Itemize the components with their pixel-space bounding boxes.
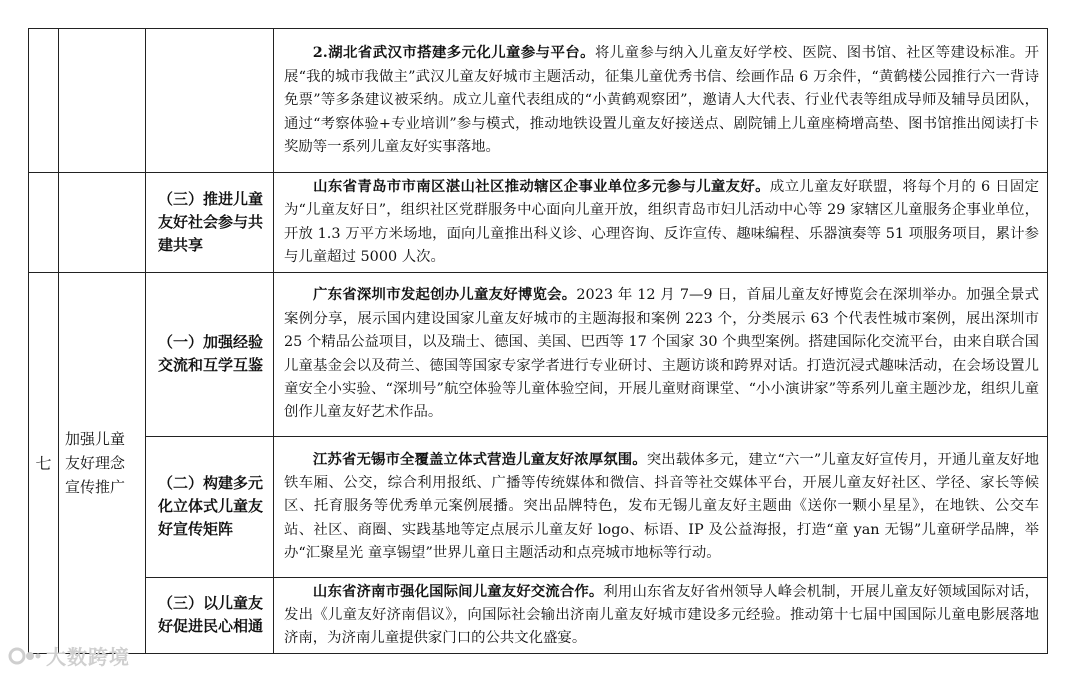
category-cell [59, 29, 146, 173]
category-cell [59, 173, 146, 273]
watermark-text: 大数跨境 [46, 645, 130, 669]
case-body: 将儿童参与纳入儿童友好学校、医院、图书馆、社区等建设标准。开展“我的城市我做主”武汉儿童友好城市主题活动，征集儿童优秀书信、绘画作品 6 万余件，“黄鹤楼公园推行六一背诗免票”等多条建议被采纳。成立儿童代表组成的“小黄鹤观察团”，邀请人大代表、行业代表等组成导师及辅导员团队，通过“考察体验+专业培训”参与模式，推动地铁设置儿童友好接送点、剧院铺上儿童座椅增高垫、图书馆推出阅读打卡奖励等一系列儿童友好实事落地。 [284, 45, 1039, 156]
subcategory-cell: （一）加强经验交流和互学互鉴 [146, 272, 274, 436]
case-lead: 广东省深圳市发起创办儿童友好博览会。 [312, 286, 577, 304]
case-text-cell [274, 29, 1048, 173]
subcategory-cell: （三）推进儿童友好社会参与共建共享 [146, 173, 274, 273]
case-lead: 2.湖北省武汉市搭建多元化儿童参与平台。 [312, 44, 595, 62]
case-body: 突出载体多元，建立“六一”儿童友好宣传月，开通儿童友好地铁车厢、公交，综合利用报纸、广播等传统媒体和微信、抖音等社交媒体平台，开展儿童友好社区、学径、家长等候区、托育服务等优秀单元案例展播。突出品牌特色，发布无锡儿童友好主题曲《送你一颗小星星》，在地铁、公交车站、社区、商圈、实践基地等定点展示儿童友好 logo、标语、IP 及公益海报，打造“童 yan 无锡”儿童研学品牌，举办“汇聚星光 童享锡望”世界儿童日主题活动和点亮城市地标等行动。 [284, 451, 1039, 562]
case-lead: 江苏省无锡市全覆盖立体式营造儿童友好浓厚氛围。 [312, 450, 647, 468]
table-row [29, 173, 1048, 273]
table-row [29, 29, 1048, 173]
case-text-cell [274, 272, 1048, 436]
subcategory-cell: （二）构建多元化立体式儿童友好宣传矩阵 [146, 436, 274, 577]
case-text-cell [274, 577, 1048, 653]
row-number-cell: 七 [29, 272, 59, 653]
case-body: 2023 年 12 月 7—9 日，首届儿童友好博览会在深圳举办。加强全景式案例分享，展示国内建设国家儿童友好城市的主题海报和案例 223 个，分类展示 63 个代表性城市案例，展出深圳市 25 个精品公益项目，以及瑞士、德国、美国、巴西等 17 个国家 30 个典型案例。搭建国际化交流平台，由来自联合国儿童基金会以及荷兰、德国等国家专家学者进行专业研讨、主题访谈和跨界对话。打造沉浸式趣味活动，在会场设置儿童安全小实验、“深圳号”航空体验等儿童体验空间，开展儿童财商课堂、“小小演讲家”等系列儿童主题沙龙，组织儿童创作儿童友好艺术作品。 [284, 287, 1039, 421]
case-lead: 山东省济南市强化国际间儿童友好交流合作。 [312, 582, 604, 600]
case-lead: 山东省青岛市市南区湛山社区推动辖区企事业单位多元参与儿童友好。 [312, 178, 770, 195]
case-text-cell [274, 173, 1048, 273]
table-row [29, 272, 1048, 436]
case-body: 成立儿童友好联盟，将每个月的 6 日固定为“儿童友好日”，组织社区党群服务中心面向儿童开放，组织青岛市妇儿活动中心等 29 家辖区儿童服务企事业单位，开放 1.3 万平方米场地，面向儿童推出科义诊、心理咨询、反诈宣传、趣味编程、乐器演奏等 51 项服务项目，累计参与儿童超过 5000 人次。 [284, 179, 1039, 266]
row-number-cell [29, 29, 59, 173]
table-row [29, 436, 1048, 577]
watermark [8, 641, 130, 670]
case-text-cell [274, 436, 1048, 577]
row-number-cell [29, 173, 59, 273]
case-body: 利用山东省友好省州领导人峰会机制，开展儿童友好领域国际对话，发出《儿童友好济南倡议》，向国际社会输出济南儿童友好城市建设多元经验。推动第十七届中国国际儿童电影展落地济南，为济南儿童提供家门口的公共文化盛宴。 [284, 583, 1039, 647]
subcategory-cell [146, 29, 274, 173]
subcategory-cell: （三）以儿童友好促进民心相通 [146, 577, 274, 653]
policy-table [28, 28, 1048, 654]
table-row [29, 577, 1048, 653]
brand-logo-icon [8, 645, 42, 667]
category-cell: 加强儿童友好理念宣传推广 [59, 272, 146, 653]
